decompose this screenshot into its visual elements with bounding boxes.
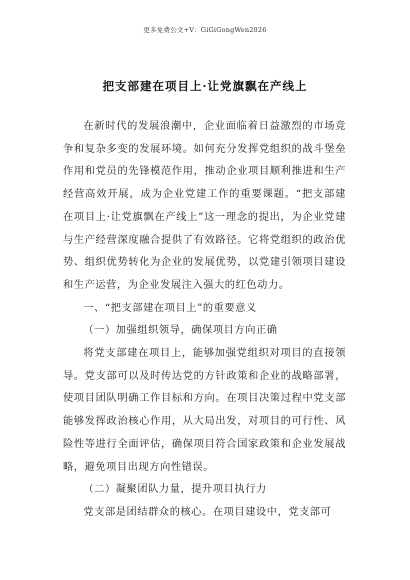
section-heading: 一、“把支部建在项目上”的重要意义	[83, 302, 257, 314]
document-body	[63, 116, 346, 525]
header-note: 更多免费公文+V：GiGiGongWen2026	[143, 26, 267, 34]
intro-paragraph: 在新时代的发展浪潮中，企业面临着日益激烈的市场竞争和复杂多变的发展环境。如何充分发挥党组织的战斗堡垒作用和党员的先锋模范作用，推动企业项目顺利推进和生产经营高效开展，成为企业党建工作的重要课题。“把支部建在项目上·让党旗飘在产线上”这一理念的提出，为企业党建与生产经营深度融合提供了有效路径。它将党组织的政治优势、组织优势转化为企业的发展优势，以党建引领项目建设和生产运营，为企业发展注入强大的红色动力。	[63, 121, 346, 291]
subsection-heading: （一）加强组织领导，确保项目方向正确	[83, 325, 278, 337]
document-title: 把支部建在项目上·让党旗飘在产线上	[102, 79, 308, 93]
body-paragraph: 将党支部建在项目上，能够加强党组织对项目的直接领导。党支部可以及时传达党的方针政策和企业的战略部署，使项目团队明确工作目标和方向。在项目决策过程中党支部能够发挥政治核心作用，从大局出发，对项目的可行性、风险性等进行全面评估，确保项目符合国家政策和企业发展战略，避免项目出现方向性错误。	[63, 348, 346, 473]
subsection-heading: （二）凝聚团队力量，提升项目执行力	[83, 484, 267, 496]
body-paragraph: 党支部是团结群众的核心。在项目建设中，党支部可	[83, 506, 332, 518]
